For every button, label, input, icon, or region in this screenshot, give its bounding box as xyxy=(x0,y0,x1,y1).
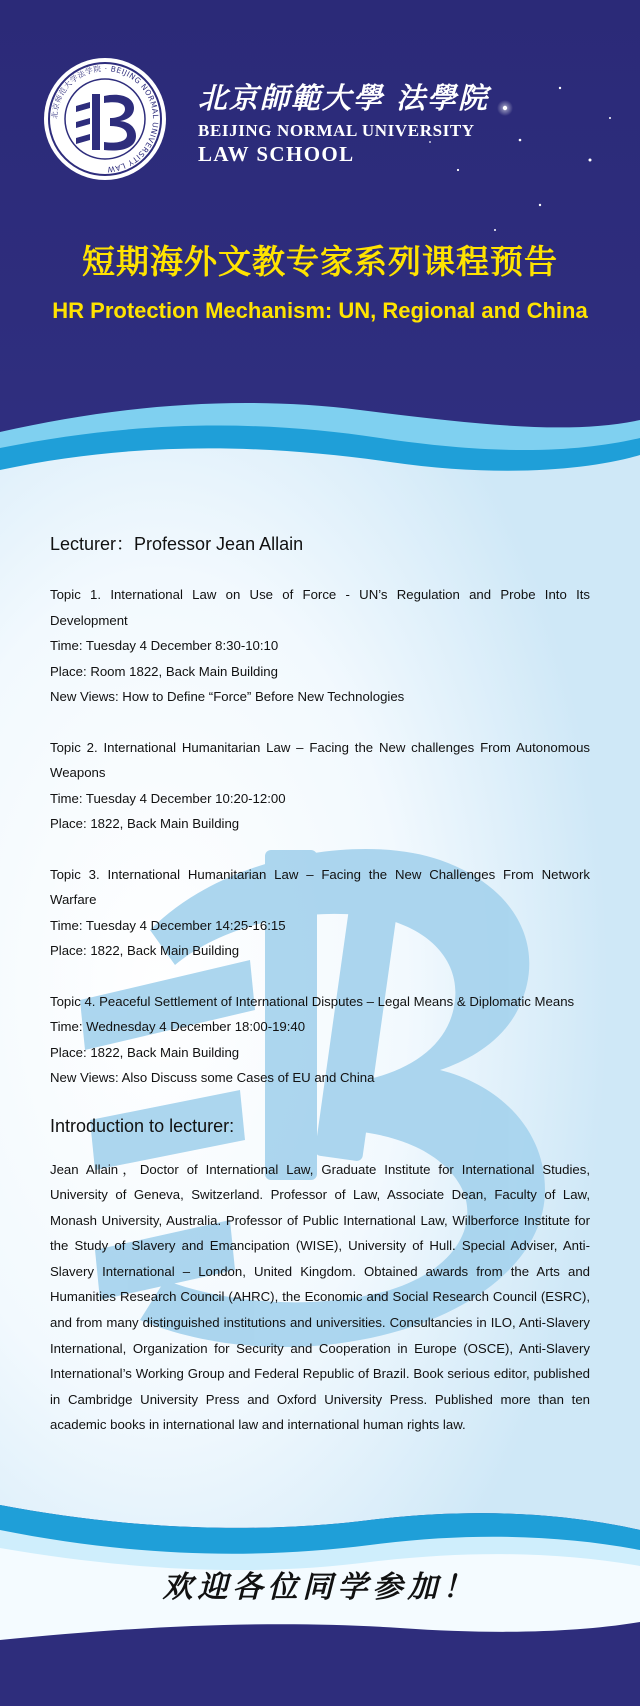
law-school-seal-logo xyxy=(42,56,168,182)
topic-block xyxy=(50,735,590,837)
topic-block xyxy=(50,989,590,1091)
school-subtitle-english: LAW SCHOOL xyxy=(198,142,355,166)
topic-title: Topic 3. International Humanitarian Law – Facing the New Challenges From Network Warfare xyxy=(50,866,590,907)
intro-paragraph: Jean Allain，Doctor of International Law, Graduate Institute for International Studies, University of Geneva, Switzerland. Professor of Law, Associate Dean, Faculty of Law, Monash University, Australia. Professor of Public International Law, Wilberforce Institute for the Study of Slavery and Emancipation (WISE), University of Hull. Special Adviser, Anti-Slavery International – London, United Kingdom. Obtained awards from the Arts and Humanities Research Council (AHRC), the Economic and Social Research Council (ESRC), and from many distinguished institutions and universities. Consultancies in ILO, Anti-Slavery International, Organization for Security and Cooperation in Europe (OSCE), Anti-Slavery International’s Working Group and Federal Republic of Brazil. Book serious editor, published in Cambridge University Press and Oxford University Press. Published more than ten academic books in international law and international human rights law. xyxy=(50,1161,590,1433)
topic-title: Topic 4. Peaceful Settlement of International Disputes – Legal Means & Diplomatic Means xyxy=(50,993,575,1009)
lecture-content xyxy=(50,530,590,1438)
welcome-message: 欢迎各位同学参加！ xyxy=(162,1570,478,1605)
topic-time: Time: Tuesday 4 December 8:30-10:10 xyxy=(50,638,279,653)
intro-heading: Introduction to lecturer: xyxy=(50,1115,235,1136)
topic-place: Place: 1822, Back Main Building xyxy=(50,816,240,831)
svg-text:北京师范大学法学院 · BEIJING NORMAL UNI: 北京师范大学法学院 · BEIJING NORMAL UNIVERSITY LAW xyxy=(49,63,161,175)
topic-place: Place: 1822, Back Main Building xyxy=(50,1044,240,1060)
topic-new-views: New Views: How to Define “Force” Before New Technologies xyxy=(50,689,405,704)
topic-time: Time: Tuesday 4 December 14:25-16:15 xyxy=(50,917,286,933)
lecturer-name: Lecturer：Professor Jean Allain xyxy=(50,534,304,554)
page-title-english: HR Protection Mechanism: UN, Regional and China xyxy=(52,298,588,323)
school-name-block xyxy=(198,76,498,167)
topic-place: Place: 1822, Back Main Building xyxy=(50,943,240,958)
topic-place: Place: Room 1822, Back Main Building xyxy=(50,663,278,679)
topic-new-views: New Views: Also Discuss some Cases of EU and China xyxy=(50,1070,375,1085)
page-title-chinese: 短期海外文教专家系列课程预告 xyxy=(82,242,558,281)
topic-time: Time: Tuesday 4 December 10:20-12:00 xyxy=(50,790,286,806)
topic-block xyxy=(50,582,590,710)
topic-time: Time: Wednesday 4 December 18:00-19:40 xyxy=(50,1019,306,1034)
bottom-navy xyxy=(0,1622,640,1706)
topic-block xyxy=(50,862,590,964)
topic-title: Topic 2. International Humanitarian Law – Facing the New challenges From Autonomous Weapons xyxy=(50,739,590,780)
school-name-english: BEIJING NORMAL UNIVERSITY xyxy=(198,121,475,140)
topic-title: Topic 1. International Law on Use of Force - UN’s Regulation and Probe Into Its Development xyxy=(50,587,590,628)
school-name-chinese: 北京師範大學 法學院 xyxy=(198,81,490,115)
